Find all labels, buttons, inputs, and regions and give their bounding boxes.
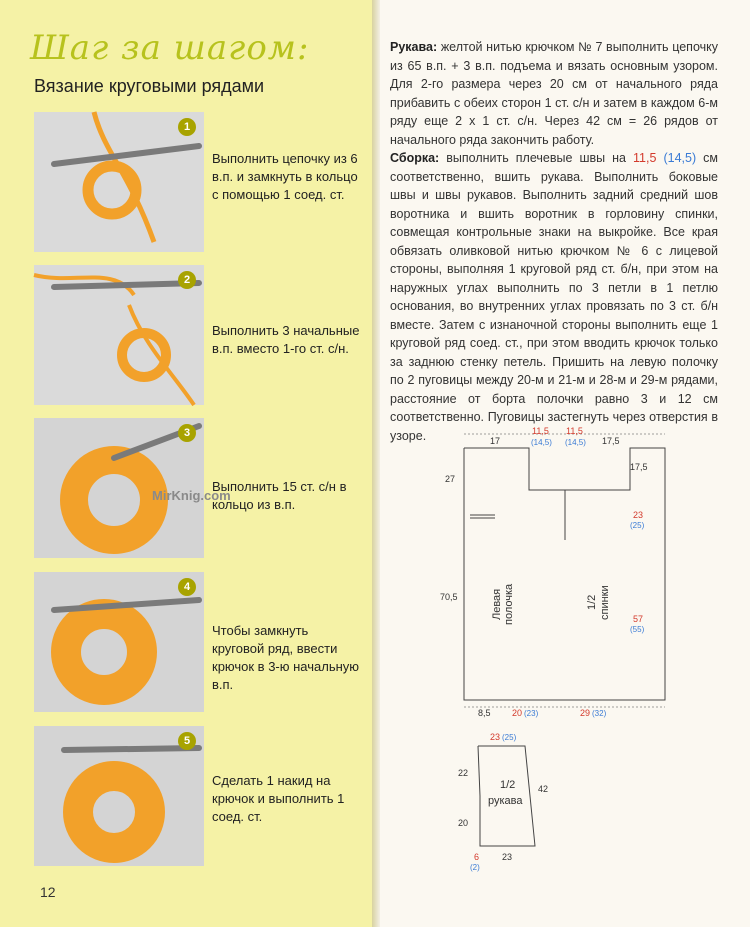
- page-spine: [372, 0, 380, 927]
- dim-bottom-23: (23): [524, 709, 539, 718]
- step-number-badge: 2: [178, 271, 196, 289]
- page-number: 12: [40, 884, 56, 900]
- step-heading: Шаг за шагом:: [30, 28, 310, 68]
- step-photo-3: [34, 418, 231, 558]
- step-number-badge: 3: [178, 424, 196, 442]
- sleeves-text: желтой нитью крючком № 7 выполнить цепочку из 65 в.п. + 3 в.п. подъема и вязать основным узором. Для 2-го размера через 20 см от начального ряда прибавить с обеих сторон 1 ст. с/н и затем в каждом 6-м ряду еще 2 х 1 ст. с/н. Через 42 см = 26 рядов от начального ряда закончить работу.: [390, 40, 718, 147]
- sleeves-label: Рукава:: [390, 40, 438, 54]
- dim-right-23: 23: [633, 510, 644, 520]
- watermark: MirKnig.com: [152, 488, 231, 503]
- label-back-1: 1/2: [586, 594, 598, 610]
- dim-bottom-20: 20: [512, 708, 523, 718]
- dim-sleeve-right-42: 42: [538, 784, 549, 794]
- assembly-text-b: см соответственно, вшить рукава. Выполнить боковые швы и швы рукавов. Выполнить задний средний шов воротника и вшить воротник в горловину спинки, совмещая контрольные знаки на выкройке. Все края обвязать оливковой нитью крючком № 6 с лицевой стороны, выполняя 1 круговой ряд ст. б/н, при этом на наружных углах выполнить по 3 петли в 1 петлю основания, во внутренних углах провязать по 3 ст. б/н вместе. Затем с изнаночной стороны выполнить еще 1 круговой ряд соед. ст., при этом вводить крючок только за заднюю стенку петель. Пришить на левую полочку по 2 пуговицы между 20-м и 21-м и 28-м и 29-м рядами, расстояние от борта полочки равно 3 и 12 см соответственно. Пуговицы застегнуть через отверстия в узоре.: [390, 151, 718, 443]
- step-text-5: Сделать 1 накид на крючок и выполнить 1 соед. ст.: [212, 773, 345, 824]
- dim-sleeve-bottom-23: 23: [502, 852, 513, 862]
- step-number-badge: 4: [178, 578, 196, 596]
- step-photo-1: [34, 112, 204, 252]
- dim-sleeve-top-23: 23: [490, 732, 501, 742]
- crochet-ring-icon: [34, 265, 204, 405]
- dim-left-27: 27: [445, 474, 456, 484]
- crochet-ring-icon: [34, 572, 204, 712]
- dim-bottom-85: 8,5: [478, 708, 491, 718]
- sleeves-paragraph: [390, 38, 718, 149]
- dim-top-145b: (14,5): [565, 438, 586, 447]
- dim-sleeve-bottom-6: 6: [474, 852, 480, 862]
- dim-sleeve-left-22: 22: [458, 768, 469, 778]
- assembly-size-2: (14,5): [663, 151, 697, 165]
- step-text-3: Выполнить 15 ст. с/н в кольцо из в.п.: [212, 479, 347, 512]
- dim-top-115a: 11,5: [532, 426, 549, 436]
- step-photo-2: [34, 265, 204, 405]
- step-text-4: Чтобы замкнуть круговой ряд, ввести крючок в 3-ю начальную в.п.: [212, 623, 360, 692]
- step-text-2: Выполнить 3 начальные в.п. вместо 1-го ст. с/н.: [212, 323, 360, 356]
- sleeve-pattern-diagram: [440, 726, 580, 876]
- label-sleeve-1: 1/2: [500, 779, 516, 791]
- assembly-text-a: выполнить плечевые швы на: [446, 151, 626, 165]
- dim-bottom-32: (32): [592, 709, 607, 718]
- dim-right-175: 17,5: [630, 462, 648, 472]
- step-number-badge: 1: [178, 118, 196, 136]
- label-left-front-1: Левая: [491, 588, 503, 620]
- assembly-size-1: 11,5: [633, 151, 657, 165]
- dim-sleeve-bottom-2: (2): [470, 863, 480, 872]
- dim-right-55: (55): [630, 625, 645, 634]
- crochet-ring-icon: [34, 112, 204, 252]
- step-photo-4: [34, 572, 204, 712]
- label-back-2: спинки: [599, 585, 611, 620]
- body-pattern-diagram: [440, 420, 710, 720]
- crochet-ring-icon: [34, 418, 231, 558]
- assembly-label: Сборка:: [390, 151, 440, 165]
- dim-left-705: 70,5: [440, 592, 458, 602]
- dim-top-145a: (14,5): [531, 438, 552, 447]
- dim-top-17: 17: [490, 436, 501, 446]
- step-text-1: Выполнить цепочку из 6 в.п. и замкнуть в кольцо с помощью 1 соед. ст.: [212, 151, 358, 202]
- instructions-text: [390, 38, 718, 445]
- dim-sleeve-left-20: 20: [458, 818, 469, 828]
- assembly-paragraph: [390, 149, 718, 445]
- label-left-front-2: полочка: [503, 583, 515, 625]
- step-number-badge: 5: [178, 732, 196, 750]
- step-photo-5: [34, 726, 204, 866]
- dim-right-57: 57: [633, 614, 644, 624]
- crochet-ring-icon: [34, 726, 204, 866]
- dim-top-175: 17,5: [602, 436, 620, 446]
- label-sleeve-2: рукава: [488, 795, 523, 807]
- dim-right-25: (25): [630, 521, 645, 530]
- dim-bottom-29: 29: [580, 708, 591, 718]
- dim-sleeve-top-25: (25): [502, 733, 517, 742]
- dim-top-115b: 11,5: [566, 426, 583, 436]
- section-subheading: Вязание круговыми рядами: [34, 76, 265, 96]
